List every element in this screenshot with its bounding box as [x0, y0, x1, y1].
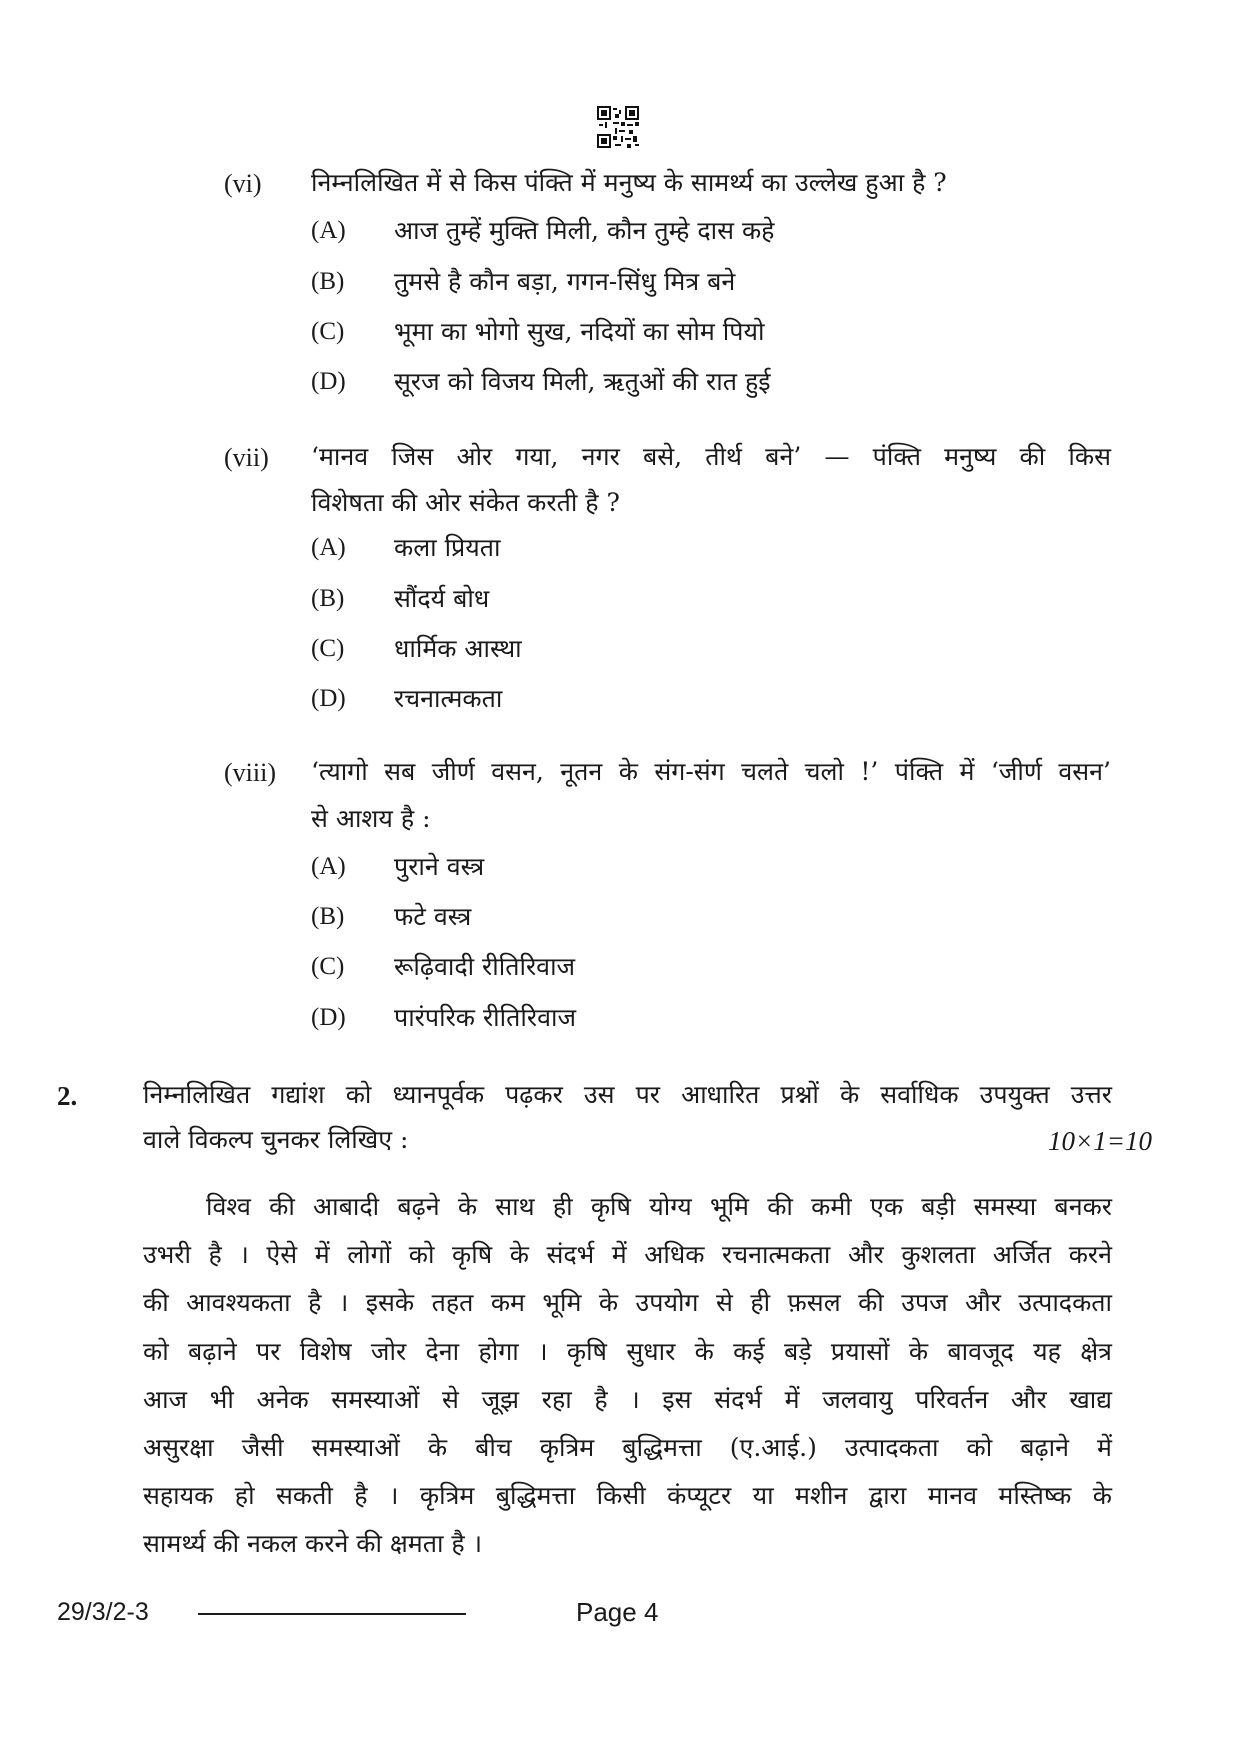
passage-line: विश्व की आबादी बढ़ने के साथ ही कृषि योग्य भूमि की कमी एक बड़ी समस्या बनकर: [206, 1192, 1112, 1221]
option-label: (B): [311, 268, 345, 295]
question-text: निम्नलिखित में से किस पंक्ति में मनुष्य के सामर्थ्य का उल्लेख हुआ है ?: [311, 168, 947, 197]
option-label: (A): [311, 534, 346, 561]
option-text: सूरज को विजय मिली, ऋतुओं की रात हुई: [394, 367, 771, 396]
marks-allocation: 10×1=10: [1048, 1126, 1152, 1156]
passage-line: की आवश्यकता है । इसके तहत कम भूमि के उपयोग से ही फ़सल की उपज और उत्पादकता: [143, 1288, 1112, 1317]
option-text: पुराने वस्त्र: [394, 852, 485, 881]
option-label: (C): [311, 318, 345, 345]
question-text: से आशय है :: [311, 804, 431, 833]
option-text: रचनात्मकता: [394, 684, 503, 713]
option-label: (B): [311, 585, 345, 612]
question-number: (viii): [224, 758, 276, 787]
option-text: फटे वस्त्र: [394, 902, 472, 931]
footer-divider: [198, 1613, 466, 1615]
passage-line: सामर्थ्य की नकल करने की क्षमता है ।: [143, 1529, 483, 1558]
passage-line: उभरी है । ऐसे में लोगों को कृषि के संदर्भ में अधिक रचनात्मकता और कुशलता अर्जित करने: [143, 1240, 1112, 1269]
qr-code: [597, 106, 639, 148]
option-label: (C): [311, 635, 345, 662]
question-text: विशेषता की ओर संकेत करती है ?: [311, 488, 620, 517]
option-label: (C): [311, 953, 345, 980]
question-text: वाले विकल्प चुनकर लिखिए :: [143, 1125, 409, 1154]
paper-code: 29/3/2-3: [57, 1598, 149, 1626]
option-label: (D): [311, 1004, 346, 1031]
option-label: (D): [311, 368, 346, 395]
passage-line: असुरक्षा जैसी समस्याओं के बीच कृत्रिम बुद्धिमत्ता (ए.आई.) उत्पादकता को बढ़ाने में: [143, 1433, 1112, 1462]
option-text: कला प्रियता: [394, 533, 501, 562]
passage-line: सहायक हो सकती है । कृत्रिम बुद्धिमत्ता किसी कंप्यूटर या मशीन द्वारा मानव मस्तिष्क के: [143, 1481, 1112, 1510]
question-number: (vii): [224, 443, 269, 472]
question-text: ‘मानव जिस ओर गया, नगर बसे, तीर्थ बने’ — पंक्ति मनुष्य की किस: [311, 442, 1111, 471]
option-label: (B): [311, 903, 345, 930]
option-text: सौंदर्य बोध: [394, 584, 490, 613]
option-label: (A): [311, 853, 346, 880]
option-text: रूढ़िवादी रीतिरिवाज: [394, 952, 576, 981]
option-text: भूमा का भोगो सुख, नदियों का सोम पियो: [394, 317, 765, 346]
option-text: तुमसे है कौन बड़ा, गगन-सिंधु मित्र बने: [394, 267, 736, 296]
option-text: आज तुम्हें मुक्ति मिली, कौन तुम्हे दास कहे: [394, 216, 775, 245]
option-text: धार्मिक आस्था: [394, 634, 522, 663]
question-text: ‘त्यागो सब जीर्ण वसन, नूतन के संग-संग चलते चलो !’ पंक्ति में ‘जीर्ण वसन’: [311, 757, 1111, 786]
passage-line: आज भी अनेक समस्याओं से जूझ रहा है । इस संदर्भ में जलवायु परिवर्तन और खाद्य: [143, 1385, 1112, 1414]
option-label: (A): [311, 217, 346, 244]
option-text: पारंपरिक रीतिरिवाज: [394, 1003, 576, 1032]
question-number: (vi): [224, 169, 262, 198]
question-text: निम्नलिखित गद्यांश को ध्यानपूर्वक पढ़कर उस पर आधारित प्रश्नों के सर्वाधिक उपयुक्त उत्तर: [143, 1080, 1112, 1109]
option-label: (D): [311, 685, 346, 712]
question-number: 2.: [57, 1081, 78, 1111]
page-number: Page 4: [576, 1597, 659, 1627]
passage-line: को बढ़ाने पर विशेष जोर देना होगा । कृषि सुधार के कई बड़े प्रयासों के बावजूद यह क्षेत्र: [143, 1337, 1112, 1366]
